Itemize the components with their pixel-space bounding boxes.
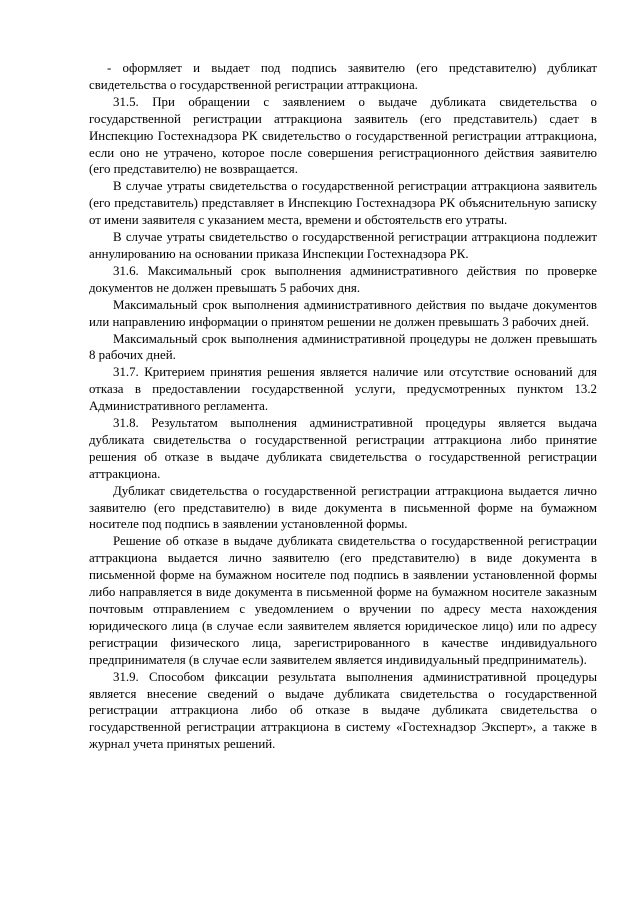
paragraph-duplicate-issue: - оформляет и выдает под подпись заявителю (его представителю) дубликат свидетельства о государственной регистрации аттракциона. <box>89 61 597 92</box>
paragraph-refusal-delivery: Решение об отказе в выдаче дубликата свидетельства о государственной регистрации аттракциона выдается лично заявителю (его представителю) в виде документа в письменной форме на бумажном носителе под подпись в заявлении установленной формы либо направляется в виде документа в письменной форме на бумажном носителе заказным почтовым отправлением с уведомлением о вручении по адресу места нахождения юридического лица (в случае если заявителем является юридическое лицо) или по адресу регистрации физического лица, зарегистрированного в качестве индивидуального предпринимателя (в случае если заявителем является индивидуальный предприниматель). <box>89 534 597 667</box>
paragraph-annulment: В случае утраты свидетельство о государственной регистрации аттракциона подлежит аннулированию на основании приказа Инспекции Гостехнадзора РК. <box>89 230 597 261</box>
document-page <box>89 60 597 753</box>
paragraph-31-6: 31.6. Максимальный срок выполнения административного действия по проверке документов не должен превышать 5 рабочих дня. <box>89 263 597 295</box>
paragraph-loss-explanation: В случае утраты свидетельства о государственной регистрации аттракциона заявитель (его представитель) представляет в Инспекцию Гостехнадзора РК объяснительную записку от имени заявителя с указанием места, времени и обстоятельств его утраты. <box>89 179 597 228</box>
paragraph-31-7: 31.7. Критерием принятия решения является наличие или отсутствие оснований для отказа в предоставлении государственной услуги, предусмотренных пунктом 13.2 Административного регламента. <box>89 365 597 414</box>
paragraph-max-term-issue: Максимальный срок выполнения административного действия по выдаче документов или направлению информации о принятом решении не должен превышать 3 рабочих дней. <box>89 297 597 329</box>
paragraph-31-8: 31.8. Результатом выполнения административной процедуры является выдача дубликата свидетельства о государственной регистрации аттракциона либо принятие решения об отказе в выдаче дубликата свидетельства о государственной регистрации аттракциона. <box>89 416 597 481</box>
paragraph-duplicate-delivery: Дубликат свидетельства о государственной регистрации аттракциона выдается лично заявителю (его представителю) в виде документа в письменной форме на бумажном носителе под подпись в заявлении установленной формы. <box>89 483 597 532</box>
paragraph-31-5: 31.5. При обращении с заявлением о выдаче дубликата свидетельства о государственной регистрации аттракциона заявитель (его представитель) сдает в Инспекцию Гостехнадзора РК свидетельство о государственной регистрации аттракциона, если оно не утрачено, которое после совершения регистрационного действия заявителю (его представителю) не возвращается. <box>89 94 597 177</box>
paragraph-max-term-procedure: Максимальный срок выполнения административной процедуры не должен превышать 8 рабочих дней. <box>89 331 597 363</box>
paragraph-31-9: 31.9. Способом фиксации результата выполнения административной процедуры является внесение сведений о выдаче дубликата свидетельства о государственной регистрации аттракциона либо об отказе в выдаче дубликата свидетельства о государственной регистрации аттракциона в систему «Гостехнадзор Эксперт», а также в журнал учета принятых решений. <box>89 669 597 752</box>
